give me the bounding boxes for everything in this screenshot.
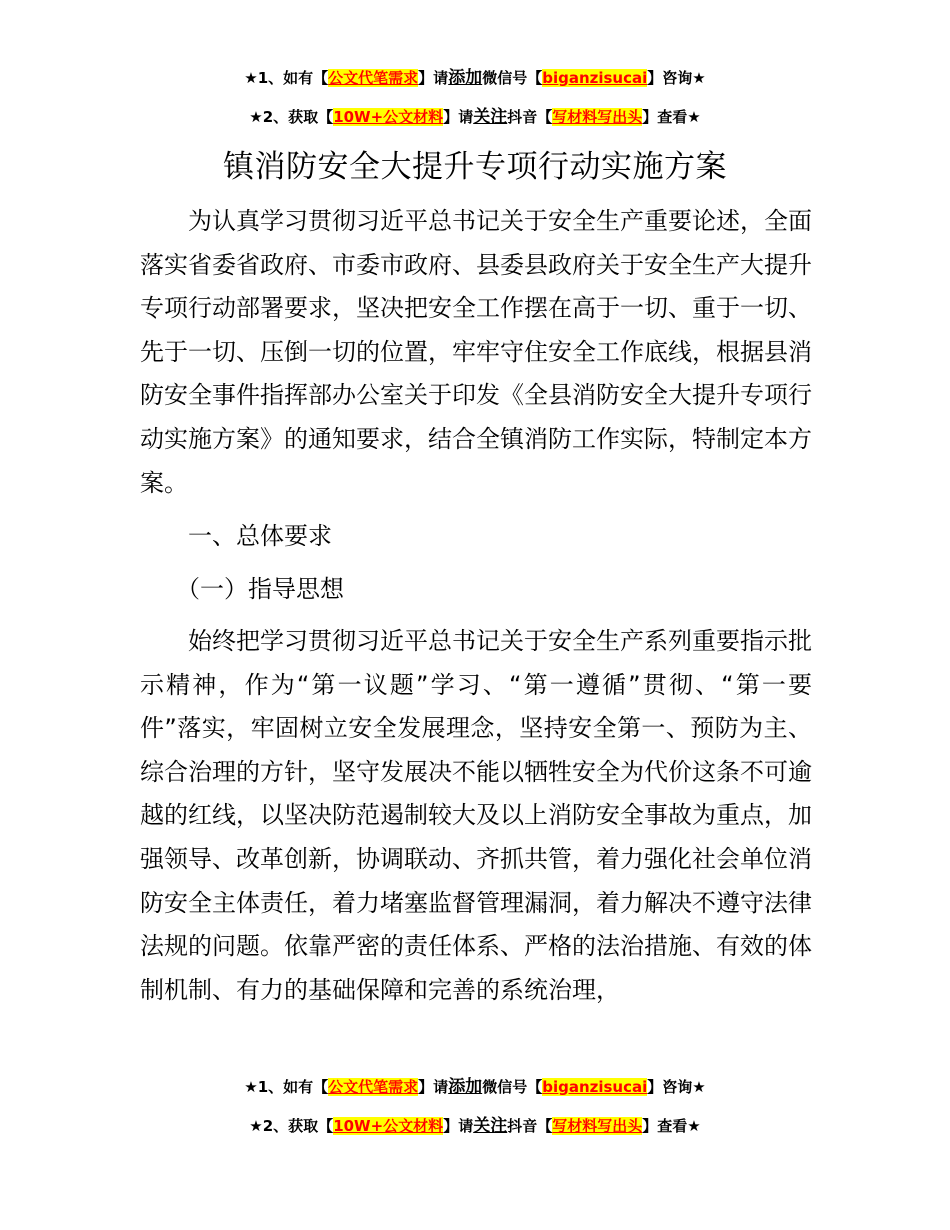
banner-highlight: 公文代笔需求 [328,1078,419,1096]
intro-paragraph [140,200,812,505]
banner-text: 抖音【 [507,1117,553,1135]
banner-text: 】请 [418,1078,449,1096]
banner-highlight: 10W+公文材料 [333,1117,444,1135]
footer-banner-line-1 [0,1076,950,1098]
banner-text: 】咨询★ [647,1078,706,1096]
banner-text: ★2、获取【 [249,108,334,126]
banner-highlight: 写材料写出头 [552,108,643,126]
banner-highlight: biganzisucai [542,69,648,87]
document-title: 镇消防安全大提升专项行动实施方案 [223,149,727,185]
heading-text: 一、总体要求 [188,522,332,550]
banner-highlight: biganzisucai [542,1078,648,1096]
banner-highlight: 写材料写出头 [552,1117,643,1135]
header-banner-line-2 [0,106,950,128]
banner-emphasis: 关注 [473,1116,508,1136]
banner-text: 微信号【 [482,1078,543,1096]
banner-emphasis: 添加 [448,68,483,88]
paragraph-text: 始终把学习贯彻习近平总书记关于安全生产系列重要指示批示精神，作为“第一议题”学习、“第一遵循”贯彻、“第一要件”落实，牢固树立安全发展理念，坚持安全第一、预防为主、综合治理的方针，坚守发展决不能以牺牲安全为代价这条不可逾越的红线，以坚决防范遏制较大及以上消防安全事故为重点，加强领导、改革创新，协调联动、齐抓共管，着力强化社会单位消防安全主体责任，着力堵塞监督管理漏洞，着力解决不遵守法律法规的问题。依靠严密的责任体系、严格的法治措施、有效的体制机制、有力的基础保障和完善的系统治理， [140,627,812,1004]
banner-highlight: 公文代笔需求 [328,69,419,87]
banner-text: ★1、如有【 [244,1078,329,1096]
banner-text: 】咨询★ [647,69,706,87]
banner-text: 】查看★ [642,108,701,126]
heading-text: （一）指导思想 [176,575,344,603]
banner-text: 】请 [443,108,474,126]
banner-text: ★2、获取【 [249,1117,334,1135]
paragraph-text: 为认真学习贯彻习近平总书记关于安全生产重要论述，全面落实省委省政府、市委市政府、县委县政府关于安全生产大提升专项行动部署要求，坚决把安全工作摆在高于一切、重于一切、先于一切、压倒一切的位置，牢牢守住安全工作底线，根据县消防安全事件指挥部办公室关于印发《全县消防安全大提升专项行动实施方案》的通知要求，结合全镇消防工作实际，特制定本方案。 [140,207,812,497]
footer-banner-line-2 [0,1115,950,1137]
banner-emphasis: 关注 [473,107,508,127]
subsection-heading [140,568,812,612]
banner-text: 微信号【 [482,69,543,87]
banner-text: 】请 [418,69,449,87]
guiding-ideology-paragraph [140,620,812,1012]
banner-emphasis: 添加 [448,1077,483,1097]
section-heading [140,515,812,559]
banner-text: 】查看★ [642,1117,701,1135]
header-banner-line-1 [0,67,950,89]
banner-highlight: 10W+公文材料 [333,108,444,126]
banner-text: 抖音【 [507,108,553,126]
banner-text: 】请 [443,1117,474,1135]
banner-text: ★1、如有【 [244,69,329,87]
